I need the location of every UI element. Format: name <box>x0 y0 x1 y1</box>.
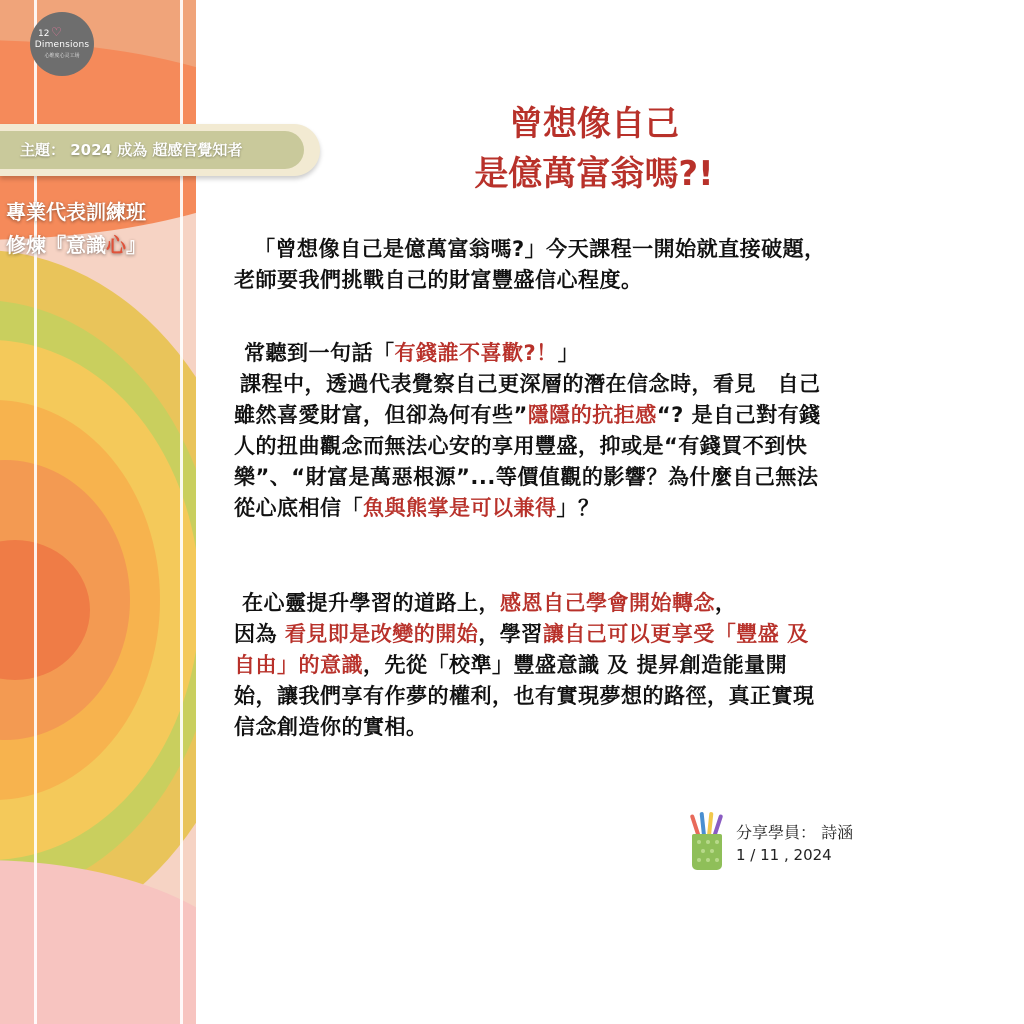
paragraph-line: 人的扭曲觀念而無法心安的享用豐盛，抑或是“有錢買不到快 <box>234 434 808 458</box>
paragraph-line: 老師要我們挑戰自己的財富豐盛信心程度。 <box>234 268 643 292</box>
paragraph-2 <box>234 338 1004 524</box>
highlight-text: 隱隱的抗拒感 <box>527 403 657 427</box>
theme-banner <box>0 124 320 176</box>
highlight-text: 自由」的意識 <box>234 653 363 677</box>
author-name: 分享學員： 詩涵 <box>736 823 854 842</box>
heart-character: 心 <box>106 233 126 257</box>
course-title-line2: 修煉『意識心』 <box>6 233 146 257</box>
highlight-text: 魚與熊掌是可以兼得 <box>363 496 557 520</box>
author-date: 1 / 11 , 2024 <box>736 846 832 864</box>
paragraph-line: 樂”、“財富是萬惡根源”...等價值觀的影響？為什麼自己無法 <box>234 465 819 489</box>
paragraph-line: 自由」的意識，先從「校準」豐盛意識 及 提昇創造能量開 <box>234 653 788 677</box>
highlight-text: 感恩自己學會開始轉念 <box>500 591 715 615</box>
course-title <box>6 196 146 262</box>
paragraph-line: 雖然喜愛財富，但卻為何有些”隱隱的抗拒感“? 是自己對有錢 <box>234 403 821 427</box>
course-title-line1: 專業代表訓練班 <box>6 200 146 224</box>
author-signature <box>686 812 986 872</box>
highlight-text: 讓自己可以更享受「豐盛 及 <box>542 622 809 646</box>
paragraph-1 <box>234 234 1004 296</box>
theme-banner-inner <box>0 131 304 169</box>
paragraph-3 <box>234 588 1004 743</box>
logo-subtitle: 心维度心灵工场 <box>44 53 80 59</box>
paragraph-line: 「曾想像自己是億萬富翁嗎?」今天課程一開始就直接破題， <box>254 237 826 261</box>
logo-word: Dimensions <box>34 40 90 50</box>
page-title-line1: 曾想像自己 <box>509 104 679 144</box>
paragraph-line: 信念創造你的實相。 <box>234 715 428 739</box>
brand-logo <box>30 12 94 76</box>
highlight-text: 有錢誰不喜歡?！ <box>394 341 558 365</box>
theme-label: 主題： 2024 成為 超感官覺知者 <box>20 141 243 159</box>
paragraph-line: 從心底相信「魚與熊掌是可以兼得」？ <box>234 496 600 520</box>
paragraph-line: 始，讓我們享有作夢的權利，也有實現夢想的路徑，真正實現 <box>234 684 815 708</box>
highlight-text: 看見即是改變的開始 <box>284 622 479 646</box>
paragraph-line: 在心靈提升學習的道路上，感恩自己學會開始轉念， <box>242 591 737 615</box>
paragraph-line: 課程中，透過代表覺察自己更深層的潛在信念時，看見 自己 <box>240 372 821 396</box>
decor-band <box>0 860 196 1024</box>
paragraph-line: 因為 看見即是改變的開始，學習讓自己可以更享受「豐盛 及 <box>234 622 809 646</box>
paragraph-line: 常聽到一句話「有錢誰不喜歡?！」 <box>244 341 580 365</box>
page-title-line2: 是億萬富翁嗎?! <box>474 154 714 194</box>
logo-number: 12 <box>38 29 50 39</box>
heart-icon: ♡ <box>51 25 62 39</box>
